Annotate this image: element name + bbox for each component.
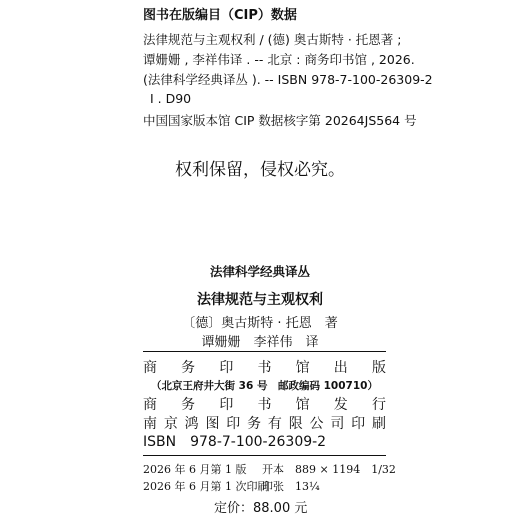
- distributor-char: 发: [333, 397, 348, 413]
- distributor-char: 商: [143, 397, 157, 413]
- printer-char: 京: [163, 416, 178, 432]
- publisher-char: 馆: [295, 360, 310, 376]
- printer-char: 印: [226, 416, 241, 432]
- distributor-char: 务: [181, 397, 196, 413]
- price: 定价：88.00 元: [214, 501, 308, 516]
- rights-reserved-notice: 权利保留，侵权必究。: [175, 160, 345, 180]
- book-title: 法律规范与主观权利: [197, 292, 323, 308]
- series-name: 法律科学经典译丛: [209, 264, 310, 279]
- cip-record-number: 中国国家版本馆 CIP 数据核字第 20264JS564 号: [143, 113, 417, 128]
- distributor-char: 印: [219, 397, 234, 413]
- printer-char: 务: [247, 416, 262, 432]
- bottom-rule: [143, 455, 386, 456]
- publisher-char: 版: [371, 360, 386, 376]
- publisher-name: [143, 357, 386, 377]
- edition-line: 2026 年 6 月第 1 版: [143, 463, 247, 476]
- printer-char: 刷: [371, 416, 386, 432]
- publisher-char: 务: [181, 360, 196, 376]
- cip-line-3: (法律科学经典译丛 ). -- ISBN 978-7-100-26309-2: [143, 72, 433, 87]
- printer-char: 图: [205, 416, 220, 432]
- publisher-address: （北京王府井大街 36 号 邮政编码 100710）: [151, 380, 378, 392]
- author-line: 〔德〕奥古斯特 · 托恩 著: [182, 316, 338, 331]
- printer-name: [143, 413, 386, 433]
- publisher-char: 出: [333, 360, 348, 376]
- distributor-name: [143, 394, 386, 414]
- isbn: ISBN 978-7-100-26309-2: [143, 434, 327, 450]
- top-rule: [143, 351, 386, 352]
- cip-title: 图书在版编目（CIP）数据: [143, 8, 297, 23]
- printer-char: 限: [288, 416, 303, 432]
- cip-line-2: 谭姗姗 , 李祥伟译 . -- 北京 : 商务印书馆 , 2026.: [143, 52, 415, 67]
- format-line: 开本 889 × 1194 1/32: [262, 463, 396, 476]
- distributor-char: 书: [257, 397, 272, 413]
- printer-char: 司: [330, 416, 345, 432]
- cip-classification: Ⅰ . D90: [150, 91, 192, 106]
- translators-line: 谭姗姗 李祥伟 译: [201, 335, 319, 350]
- distributor-char: 行: [371, 397, 386, 413]
- printer-char: 有: [267, 416, 282, 432]
- print-line: 2026 年 6 月第 1 次印刷: [143, 480, 269, 493]
- distributor-char: 馆: [295, 397, 310, 413]
- sheets-line: 印张 13¼: [262, 480, 320, 493]
- printer-char: 南: [143, 416, 157, 432]
- publisher-char: 书: [257, 360, 272, 376]
- publisher-char: 商: [143, 360, 157, 376]
- printer-char: 鸿: [184, 416, 199, 432]
- publisher-char: 印: [219, 360, 234, 376]
- printer-char: 印: [351, 416, 366, 432]
- cip-line-1: 法律规范与主观权利 / (德) 奥古斯特 · 托恩著 ;: [143, 32, 402, 47]
- printer-char: 公: [309, 416, 324, 432]
